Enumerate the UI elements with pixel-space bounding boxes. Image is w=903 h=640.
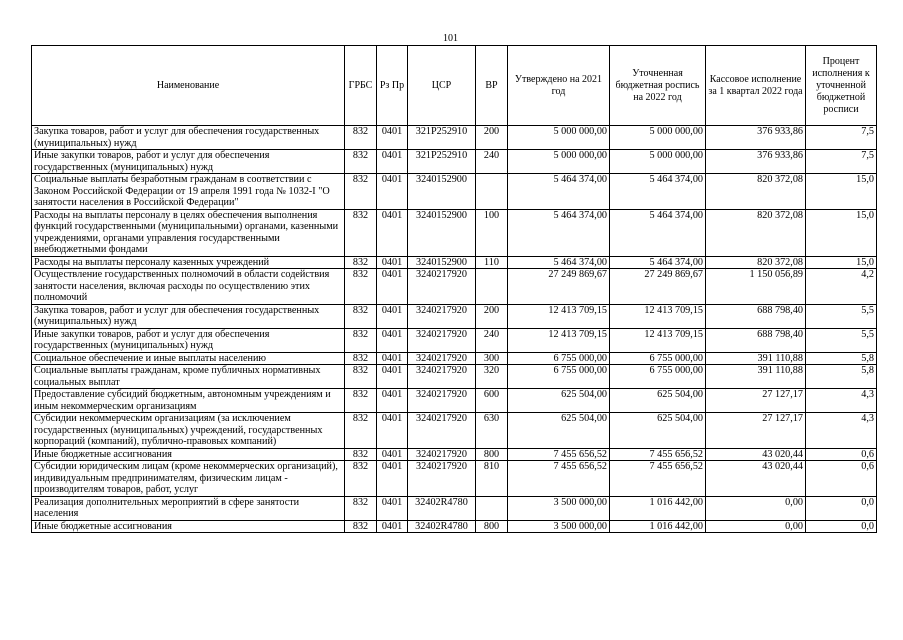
cell-name: Осуществление государственных полномочий в области содействия занятости населения, включая расходы по осуществлению этих полномочий <box>32 269 345 305</box>
cell-cash: 43 020,44 <box>706 461 806 497</box>
cell-percent: 0,6 <box>806 461 877 497</box>
cell-grbs: 832 <box>345 520 377 533</box>
cell-refined: 625 504,00 <box>610 413 706 449</box>
cell-refined: 5 464 374,00 <box>610 209 706 256</box>
cell-rzpr: 0401 <box>377 269 408 305</box>
cell-name: Закупка товаров, работ и услуг для обеспечения государственных (муниципальных) нужд <box>32 304 345 328</box>
cell-percent: 4,2 <box>806 269 877 305</box>
cell-cash: 376 933,86 <box>706 150 806 174</box>
table-row <box>32 209 877 256</box>
table-row <box>32 256 877 269</box>
table-row <box>32 352 877 365</box>
cell-name: Социальные выплаты безработным гражданам в соответствии с Законом Российской Федерации от 19 апреля 1991 года № 1032-I "О занятости населения в Российской Федерации" <box>32 174 345 210</box>
cell-name: Закупка товаров, работ и услуг для обеспечения государственных (муниципальных) нужд <box>32 126 345 150</box>
cell-rzpr: 0401 <box>377 304 408 328</box>
cell-cash: 820 372,08 <box>706 256 806 269</box>
header-grbs: ГРБС <box>345 46 377 126</box>
cell-approved: 625 504,00 <box>508 413 610 449</box>
cell-vr: 100 <box>476 209 508 256</box>
cell-csr: 3240217920 <box>408 328 476 352</box>
page-number: 101 <box>443 33 458 44</box>
cell-vr: 810 <box>476 461 508 497</box>
cell-rzpr: 0401 <box>377 413 408 449</box>
cell-rzpr: 0401 <box>377 448 408 461</box>
cell-rzpr: 0401 <box>377 389 408 413</box>
cell-rzpr: 0401 <box>377 126 408 150</box>
cell-cash: 820 372,08 <box>706 209 806 256</box>
cell-percent: 15,0 <box>806 209 877 256</box>
cell-approved: 5 000 000,00 <box>508 150 610 174</box>
cell-percent: 4,3 <box>806 413 877 449</box>
cell-grbs: 832 <box>345 126 377 150</box>
cell-percent: 0,0 <box>806 496 877 520</box>
cell-grbs: 832 <box>345 328 377 352</box>
cell-approved: 12 413 709,15 <box>508 328 610 352</box>
cell-vr: 630 <box>476 413 508 449</box>
cell-name: Субсидии некоммерческим организациям (за исключением государственных (муниципальных) учреждений, государственных корпораций (компаний), публично-правовых компаний) <box>32 413 345 449</box>
cell-percent: 15,0 <box>806 174 877 210</box>
cell-percent: 4,3 <box>806 389 877 413</box>
cell-csr: 3240217920 <box>408 269 476 305</box>
cell-vr: 800 <box>476 448 508 461</box>
cell-rzpr: 0401 <box>377 328 408 352</box>
cell-cash: 43 020,44 <box>706 448 806 461</box>
cell-name: Иные закупки товаров, работ и услуг для обеспечения государственных (муниципальных) нужд <box>32 150 345 174</box>
cell-percent: 5,5 <box>806 304 877 328</box>
cell-grbs: 832 <box>345 209 377 256</box>
cell-approved: 3 500 000,00 <box>508 496 610 520</box>
cell-percent: 15,0 <box>806 256 877 269</box>
table-row <box>32 328 877 352</box>
cell-csr: 3240152900 <box>408 174 476 210</box>
cell-cash: 0,00 <box>706 520 806 533</box>
cell-csr: 3240217920 <box>408 304 476 328</box>
cell-refined: 7 455 656,52 <box>610 461 706 497</box>
cell-csr: 3240217920 <box>408 365 476 389</box>
cell-name: Иные закупки товаров, работ и услуг для обеспечения государственных (муниципальных) нужд <box>32 328 345 352</box>
cell-approved: 3 500 000,00 <box>508 520 610 533</box>
cell-grbs: 832 <box>345 256 377 269</box>
cell-csr: 321P252910 <box>408 126 476 150</box>
table-row <box>32 520 877 533</box>
cell-name: Социальное обеспечение и иные выплаты населению <box>32 352 345 365</box>
cell-refined: 27 249 869,67 <box>610 269 706 305</box>
cell-vr: 110 <box>476 256 508 269</box>
cell-vr: 320 <box>476 365 508 389</box>
cell-csr: 3240152900 <box>408 209 476 256</box>
cell-grbs: 832 <box>345 365 377 389</box>
cell-vr: 240 <box>476 328 508 352</box>
table-row <box>32 269 877 305</box>
table-row <box>32 304 877 328</box>
cell-approved: 625 504,00 <box>508 389 610 413</box>
cell-refined: 1 016 442,00 <box>610 496 706 520</box>
cell-rzpr: 0401 <box>377 365 408 389</box>
cell-refined: 6 755 000,00 <box>610 365 706 389</box>
cell-grbs: 832 <box>345 496 377 520</box>
table-row <box>32 174 877 210</box>
table-row <box>32 413 877 449</box>
cell-refined: 625 504,00 <box>610 389 706 413</box>
cell-percent: 7,5 <box>806 126 877 150</box>
cell-cash: 391 110,88 <box>706 365 806 389</box>
cell-vr: 200 <box>476 304 508 328</box>
cell-cash: 391 110,88 <box>706 352 806 365</box>
header-row <box>32 46 877 126</box>
cell-csr: 3240217920 <box>408 461 476 497</box>
cell-name: Расходы на выплаты персоналу казенных учреждений <box>32 256 345 269</box>
table-row <box>32 389 877 413</box>
cell-cash: 27 127,17 <box>706 389 806 413</box>
cell-refined: 5 464 374,00 <box>610 174 706 210</box>
cell-vr: 300 <box>476 352 508 365</box>
cell-refined: 7 455 656,52 <box>610 448 706 461</box>
cell-csr: 3240217920 <box>408 448 476 461</box>
cell-vr: 800 <box>476 520 508 533</box>
cell-vr: 600 <box>476 389 508 413</box>
cell-grbs: 832 <box>345 174 377 210</box>
header-rzpr: Рз Пр <box>377 46 408 126</box>
budget-execution-table <box>31 45 877 533</box>
header-name: Наименование <box>32 46 345 126</box>
cell-rzpr: 0401 <box>377 520 408 533</box>
cell-cash: 0,00 <box>706 496 806 520</box>
cell-percent: 0,0 <box>806 520 877 533</box>
cell-csr: 3240152900 <box>408 256 476 269</box>
cell-approved: 6 755 000,00 <box>508 352 610 365</box>
cell-name: Субсидии юридическим лицам (кроме некоммерческих организаций), индивидуальным предпринимателям, физическим лицам - производителям товаров, работ, услуг <box>32 461 345 497</box>
cell-cash: 376 933,86 <box>706 126 806 150</box>
cell-vr <box>476 269 508 305</box>
cell-percent: 5,8 <box>806 365 877 389</box>
cell-cash: 1 150 056,89 <box>706 269 806 305</box>
header-cash: Кассовое исполнение за 1 квартал 2022 года <box>706 46 806 126</box>
cell-approved: 5 464 374,00 <box>508 209 610 256</box>
table-row <box>32 126 877 150</box>
cell-approved: 6 755 000,00 <box>508 365 610 389</box>
table-row <box>32 461 877 497</box>
cell-grbs: 832 <box>345 150 377 174</box>
cell-approved: 12 413 709,15 <box>508 304 610 328</box>
cell-refined: 12 413 709,15 <box>610 328 706 352</box>
header-csr: ЦСР <box>408 46 476 126</box>
header-vr: ВР <box>476 46 508 126</box>
header-approved: Утверждено на 2021 год <box>508 46 610 126</box>
cell-rzpr: 0401 <box>377 256 408 269</box>
cell-percent: 5,8 <box>806 352 877 365</box>
cell-name: Социальные выплаты гражданам, кроме публичных нормативных социальных выплат <box>32 365 345 389</box>
cell-rzpr: 0401 <box>377 461 408 497</box>
cell-rzpr: 0401 <box>377 352 408 365</box>
cell-refined: 5 464 374,00 <box>610 256 706 269</box>
cell-csr: 321P252910 <box>408 150 476 174</box>
table-row <box>32 448 877 461</box>
cell-csr: 32402R4780 <box>408 496 476 520</box>
cell-vr: 240 <box>476 150 508 174</box>
cell-cash: 688 798,40 <box>706 328 806 352</box>
cell-name: Предоставление субсидий бюджетным, автономным учреждениям и иным некоммерческим организациям <box>32 389 345 413</box>
cell-csr: 3240217920 <box>408 389 476 413</box>
cell-approved: 5 464 374,00 <box>508 174 610 210</box>
cell-rzpr: 0401 <box>377 150 408 174</box>
cell-csr: 3240217920 <box>408 352 476 365</box>
cell-approved: 5 000 000,00 <box>508 126 610 150</box>
cell-name: Реализация дополнительных мероприятий в сфере занятости населения <box>32 496 345 520</box>
cell-vr <box>476 174 508 210</box>
cell-grbs: 832 <box>345 389 377 413</box>
cell-rzpr: 0401 <box>377 174 408 210</box>
cell-approved: 5 464 374,00 <box>508 256 610 269</box>
cell-percent: 5,5 <box>806 328 877 352</box>
cell-rzpr: 0401 <box>377 496 408 520</box>
cell-refined: 6 755 000,00 <box>610 352 706 365</box>
table-row <box>32 365 877 389</box>
table-row <box>32 150 877 174</box>
header-refined: Уточненная бюджетная роспись на 2022 год <box>610 46 706 126</box>
cell-grbs: 832 <box>345 352 377 365</box>
cell-grbs: 832 <box>345 304 377 328</box>
cell-name: Расходы на выплаты персоналу в целях обеспечения выполнения функций государственными (муниципальными) органами, казенными учреждениями, органами управления государственными внебюджетными фондами <box>32 209 345 256</box>
cell-refined: 12 413 709,15 <box>610 304 706 328</box>
cell-cash: 820 372,08 <box>706 174 806 210</box>
cell-csr: 3240217920 <box>408 413 476 449</box>
cell-percent: 0,6 <box>806 448 877 461</box>
cell-approved: 7 455 656,52 <box>508 461 610 497</box>
cell-grbs: 832 <box>345 448 377 461</box>
cell-refined: 1 016 442,00 <box>610 520 706 533</box>
cell-grbs: 832 <box>345 461 377 497</box>
table-row <box>32 496 877 520</box>
cell-grbs: 832 <box>345 413 377 449</box>
cell-approved: 27 249 869,67 <box>508 269 610 305</box>
cell-percent: 7,5 <box>806 150 877 174</box>
cell-refined: 5 000 000,00 <box>610 150 706 174</box>
cell-name: Иные бюджетные ассигнования <box>32 520 345 533</box>
cell-vr <box>476 496 508 520</box>
cell-csr: 32402R4780 <box>408 520 476 533</box>
header-percent: Процент исполнения к уточненной бюджетной росписи <box>806 46 877 126</box>
cell-name: Иные бюджетные ассигнования <box>32 448 345 461</box>
cell-cash: 688 798,40 <box>706 304 806 328</box>
cell-grbs: 832 <box>345 269 377 305</box>
cell-cash: 27 127,17 <box>706 413 806 449</box>
cell-refined: 5 000 000,00 <box>610 126 706 150</box>
cell-approved: 7 455 656,52 <box>508 448 610 461</box>
cell-vr: 200 <box>476 126 508 150</box>
cell-rzpr: 0401 <box>377 209 408 256</box>
